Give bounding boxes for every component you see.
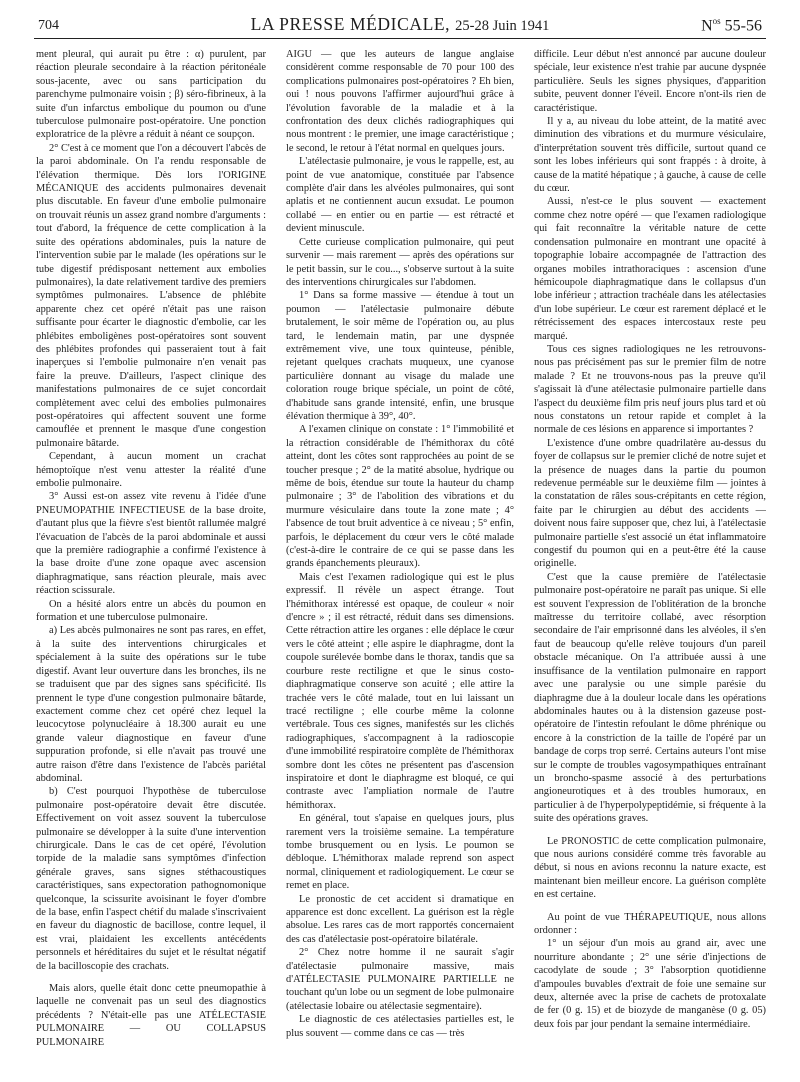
paragraph: Cette curieuse complication pulmonaire, qui peut survenir — mais rarement — après des opérations sur le petit bassin, sur le cou..., s'observe surtout à la suite des interventions chirurgicales sur l'abdomen. (286, 236, 514, 288)
paragraph: En général, tout s'apaise en quelques jours, plus rarement vers la troisième semaine. La température tombe brusquement ou en lysis. Le poumon se débloque. L'hémithorax malade reprend son aspect normal, cliniquement et radiologiquement. Le cœur se remet en place. (286, 813, 514, 892)
paragraph: 1° un séjour d'un mois au grand air, avec une nourriture abondante ; 2° une série d'injections de cacodylate de soude ; 3° l'absorption quotidienne d'ampoules buvables d'extrait de foie une semaine sur deux, alternée avec la prise de cachets de protoxalate de fer (0 g. 15) et de biozyde de manganèse (0 g. 05) deux fois par jour pendant la semaine intermédiaire. (534, 938, 766, 1030)
paragraph: L'atélectasie pulmonaire, je vous le rappelle, est, au point de vue anatomique, constituée par l'absence complète d'air dans les alvéoles pulmonaires, qui sont aplatis et ne contiennent aucun exsudat. Le poumon collabé — en entier ou en partie — est rétracté et devient minuscule. (286, 156, 514, 235)
paragraph: difficile. Leur début n'est annoncé par aucune douleur spéciale, leur existence n'est trahie par aucune dyspnée particulière. Seuls les signes physiques, d'apparition subite, peuvent donner l'éveil. Encore n'ont-ils rien de caractéristique. (534, 49, 766, 114)
paragraph: Le pronostic de cet accident si dramatique en apparence est donc excellent. La guérison est la règle absolue. Les rares cas de mort rapportés concernaient des cas d'atélectasie post-opératoire bilatérale. (286, 893, 514, 945)
paragraph: ment pleural, qui aurait pu être : α) purulent, par réaction pleurale secondaire à la réaction péritonéale sous-jacente, avec ou sans participation du parenchyme pulmonaire voisin ; β) séro-fibrineux, à la suite d'un infarctus embolique du poumon ou d'une tuberculose pulmonaire post-opératoire. Une ponction exploratrice de la plèvre a réduit à néant ce soupçon. (36, 49, 266, 141)
paragraph: Le diagnostic de ces atélectasies partielles est, le plus souvent — comme dans ce cas — très (286, 1014, 514, 1039)
journal-name: LA PRESSE MÉDICALE, (250, 14, 451, 34)
paragraph: AIGU — que les auteurs de langue anglaise considèrent comme responsable de 70 pour 100 des complications pulmonaires post-opératoires ? Eh bien, oui ! nous pouvons l'affirmer aujourd'hui grâce à l'évolution favorable de la maladie et à la confrontation des deux clichés radiographiques qui nous montrent : le premier, une image caractéristique ; le second, le retour à l'état normal en quelques jours. (286, 49, 514, 154)
paragraph: L'existence d'une ombre quadrilatère au-dessus du foyer de collapsus sur le premier cliché de notre sujet et la présence de nuages dans la partie du poumon redevenue perméable sur le deuxième film — jointes à la constatation de râles sous-crépitants en cette région, faite par le chirurgien au début des accidents — doivent nous faire supposer que, chez lui, à l'atélectasie pulmonaire partielle s'est associé un état inflammatoire congestif du poumon qui en a peut-être été la cause originelle. (534, 437, 766, 570)
paragraph: Au point de vue THÉRAPEUTIQUE, nous allons ordonner : (534, 911, 766, 936)
paragraph: On a hésité alors entre un abcès du poumon en formation et une tuberculose pulmonaire. (36, 598, 266, 624)
paragraph: C'est que la cause première de l'atélectasie pulmonaire post-opératoire ne paraît pas unique. Si elle est souvent l'expression de l'oblitération de la bronche maîtresse du territoire collabé, avec résorption secondaire de l'air emprisonné dans les alvéoles, il s'en faut de beaucoup qu'elle relève toujours d'un pareil obstacle mécanique. On l'a attribuée aussi à une insuffisance de la ventilation pulmonaire en rapport avec une paralysie ou une simple parésie du diaphragme due à la douleur locale dans les opérations abdominales hautes ou à la distension gazeuse post-opératoire de l'intestin refoulant le dôme phrénique ou encore à la constriction de la taille de l'opéré par un bandage de corps trop serré. Certains auteurs l'ont mise sur le compte de troubles vagosympathiques entraînant un broncho-spasme associé à des perturbations angioneurotiques et à des troubles humoraux, en particulier à de l'hyperpolypeptidémie, si fréquente à la suite des opérations graves. (534, 571, 766, 825)
column-middle (286, 48, 514, 1068)
page-number: 704 (38, 18, 59, 33)
issue-date: 25-28 Juin 1941 (455, 18, 550, 34)
paragraph: 1° Dans sa forme massive — étendue à tout un poumon — l'atélectasie pulmonaire débute brutalement, le soir même de l'opération ou, au plus tard, le lendemain matin, par une dyspnée extrêmement vive, une toux quinteuse, pénible, rejetant quelques crachats muqueux, une cyanose particulière donnant au visage du malade une coloration rouge brique spéciale, un point de côté, d'habitude sans grande intensité, enfin, une brusque élévation thermique à 39°, 40°. (286, 290, 514, 422)
paragraph: a) Les abcès pulmonaires ne sont pas rares, en effet, à la suite des interventions chirurgicales et spécialement à la suite des opérations sur le tube digestif. Avant leur ouverture dans les bronches, ils ne se traduisent que par des signes sans spécificité. Ils prennent le type d'une congestion pulmonaire bâtarde, exactement comme chez cet opéré chez lequel la leucocytose polynucléaire à 18.300 aurait eu une grande valeur diagnostique en faveur d'une suppuration profonde, si elle n'avait pas trouvé une autre raison d'être dans l'existence de l'abcès pariétal abdominal. (36, 625, 266, 784)
issue-prefix: N (701, 17, 713, 35)
paragraph: Mais alors, quelle était donc cette pneumopathie à laquelle ne convenait pas un seul des diagnostics précédents ? N'était-elle pas une ATÉLECTASIE PULMONAIRE — OU COLLAPSUS PULMONAIRE (36, 983, 266, 1048)
paragraph: 3° Aussi est-on assez vite revenu à l'idée d'une PNEUMOPATHIE INFECTIEUSE de la base droite, d'autant plus que la fièvre s'est bientôt rallumée malgré l'évacuation de l'abcès de la paroi abdominale et aussi que la première radiographie a confirmé l'existence à la base droite d'une zone opaque avec ascension diaphragmatique, sans réaction pleurale, mais avec réaction scissurale. (36, 491, 266, 597)
issue-sup: os (712, 16, 721, 26)
issue-value: 55-56 (724, 17, 762, 35)
paragraph: 2° Chez notre homme il ne saurait s'agir d'atélectasie pulmonaire massive, mais d'ATÉLECTASIE PULMONAIRE PARTIELLE ne touchant qu'un lobe ou un segment de lobe pulmonaire (atélectasie lobaire ou atélectasie segmentaire). (286, 947, 514, 1012)
column-right (534, 48, 766, 1068)
issue-number (701, 16, 762, 35)
paragraph: Il y a, au niveau du lobe atteint, de la matité avec diminution des vibrations et du murmure vésiculaire, d'interprétation souvent très difficile, surtout quand ce sont les lobes inférieurs qui sont frappés : à droite, à cause de la matité hépatique ; à gauche, à cause de celle du cœur. (534, 116, 766, 195)
paragraph: 2° C'est à ce moment que l'on a découvert l'abcès de la paroi abdominale. On l'a rendu responsable de l'élévation thermique. Dès lors l'ORIGINE MÉCANIQUE des accidents pulmonaires devenait plus discutable. En faveur d'une embolie pulmonaire on trouvait réunis un assez grand nombre d'arguments : tout d'abord, la fréquence de cette complication à la suite des opérations abdominales, puis la nature de l'intervention subie par le malade (les opérations sur le tube digestif prédisposant nettement aux embolies pulmonaires), la date relativement tardive des premiers symptômes pulmonaires. L'absence de phlébite apparente chez cet opéré n'était pas une raison suffisante pour écarter le diagnostic d'embolie, car les phlébites emboligènes post-opératoires sont souvent des phlébites profondes qui passeraient tout à fait inaperçues si l'embolie pulmonaire n'en venait pas faire la preuve. D'ailleurs, l'aspect clinique des manifestations pulmonaires de ce sujet concordait complètement avec celui des embolies pulmonaires post-opératoires qui affectent souvent une forme camouflée et prennent le masque d'une congestion pulmonaire bâtarde. (36, 142, 266, 449)
paragraph: Tous ces signes radiologiques ne les retrouvons-nous pas précisément pas sur le premier film de notre malade ? Et ne trouvons-nous pas la preuve qu'il s'agissait là d'une atélectasie pulmonaire partielle dans l'aspect du deuxième film pris neuf jours plus tard et où nous constatons un retour rapide et complet à la normale de ces lésions en apparence si importantes ? (534, 343, 766, 436)
paragraph: A l'examen clinique on constate : 1° l'immobilité et la rétraction considérable de l'hémithorax du côté atteint, dont les côtes sont rapprochées au point de se toucher presque ; 2° de la matité absolue, hydrique ou même de bois, étendue sur toute la hauteur du champ pulmonaire ; 3° de l'abolition des vibrations et du murmure vésiculaire dans toute la zone mate ; 4° l'absence de tout bruit adventice à ce niveau ; 5° enfin, parfois, le déplacement du cœur vers le côté malade (c'est-à-dire le contraire de ce qui se passe dans les grands épanchements pleuraux). (286, 424, 514, 570)
paragraph: Le PRONOSTIC de cette complication pulmonaire, que nous aurions considéré comme très favorable au début, si nous en avions reconnu la nature exacte, est maintenant bien meilleur encore. La guérison complète en est certaine. (534, 835, 766, 901)
paragraph: Cependant, à aucun moment un crachat hémoptoïque n'est venu attester la réalité d'une embolie pulmonaire. (36, 451, 266, 489)
paragraph: Mais c'est l'examen radiologique qui est le plus expressif. Il révèle un aspect étrange. Tout l'hémithorax intéressé est opaque, de couleur « noir d'encre » ; il est rétracté, réduit dans ses dimensions. Cette rétraction attire les organes : elle déplace le cœur vers le côté atteint ; elle aspire le diaphragme, dont la coupole surélevée bombe dans le thorax, tandis que sa courbure reste rectiligne et que le sinus costo-diaphragmatique conserve son acuité ; elle attire la trachée vers le côté malade, tout en lui laissant un tracé rectiligne ; elle courbe même la colonne vertébrale. Tous ces signes, manifestés sur les clichés radiographiques, s'accompagnent à la radioscopie d'une immobilité respiratoire complète de l'hémithorax sombre dont les côtes ne présentent pas d'ascension inspiratoire et dont le diaphragme est bloqué, ce qui contraste avec l'ampliation normale de l'autre hémithorax. (286, 571, 514, 811)
page-header (34, 14, 766, 39)
column-left (36, 48, 266, 1068)
paragraph: b) C'est pourquoi l'hypothèse de tuberculose pulmonaire post-opératoire devait être discutée. Effectivement on voit assez souvent la tuberculose pulmonaire se développer à la suite d'une intervention chirurgicale. Dans le cas de cet opéré, l'évolution torpide de la maladie sans symptômes d'infection générale graves, sans signes stéthacoustiques caractéristiques, sans expectoration pathognomonique quelconque, la scissurite avoisinant le foyer d'ombre de la base, enfin l'aspect chétif du malade s'inscrivaient en faveur du diagnostic de bacillose, contre lequel, il est vrai, plaidaient les excellents antécédents personnels et héréditaires du sujet et le résultat négatif de la bacilloscopie des crachats. (36, 786, 266, 972)
running-title (34, 14, 766, 35)
paragraph: Aussi, n'est-ce le plus souvent — exactement comme chez notre opéré — que l'examen radiologique qui fait reconnaître la véritable nature de cette condensation pulmonaire en montrant une opacité à topographie lobaire accompagnée de l'attraction des organes mobiles intrathoraciques : ascension d'une hémicoupole diaphragmatique dans le collapsus d'un lobe inférieur ; attraction trachéale dans les atélectasies d'un lobe supérieur. Le cœur est rarement déplacé et le rétrécissement des espaces intercostaux reste peu marqué. (534, 196, 766, 342)
